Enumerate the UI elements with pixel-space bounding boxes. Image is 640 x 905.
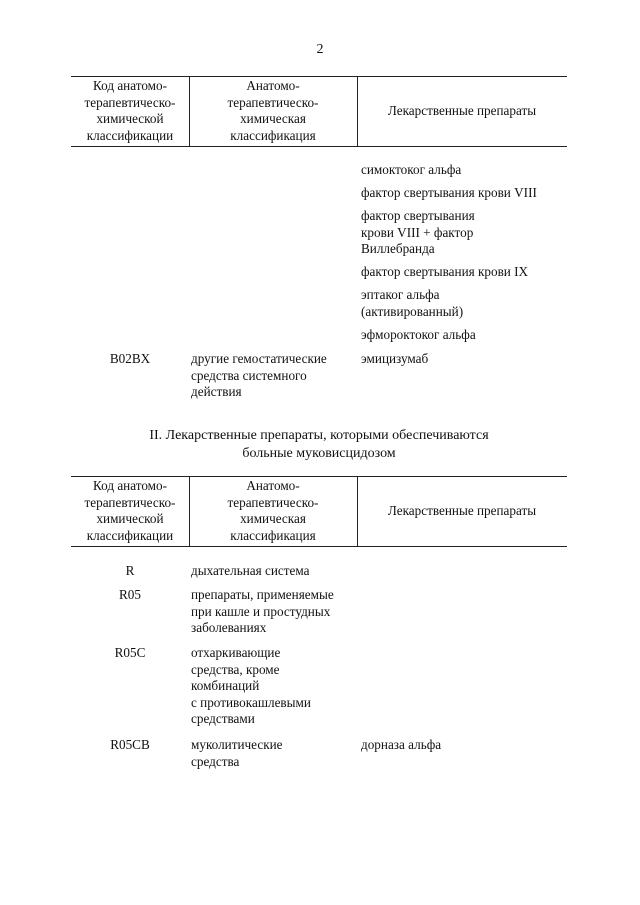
drug-name-line: крови VIII + фактор [361, 224, 474, 240]
table1-header-top-rule [71, 76, 567, 77]
header-text-line: Код анатомо- [92, 478, 168, 493]
atc-group-name [191, 563, 357, 580]
atc-name-line: средства [191, 753, 240, 769]
drug-item [361, 208, 561, 258]
header-text-line: терапевтическо- [227, 494, 319, 510]
header-text-line: химическая [240, 111, 306, 126]
atc-name-line: с противокашлевыми [191, 694, 311, 710]
atc-name-line: другие гемостатические [191, 351, 327, 366]
header-text-line: химической [96, 111, 164, 126]
atc-code: R05 [119, 587, 141, 602]
atc-name-line: комбинаций [191, 678, 260, 693]
drug-item [361, 162, 561, 179]
atc-name-line: действия [191, 384, 242, 399]
header-text-line: терапевтическо- [227, 94, 319, 110]
header-drugs-column: Лекарственные препараты [387, 503, 537, 518]
drug-name-line: эптаког альфа [361, 287, 440, 302]
drug-name-line: эфмороктоког альфа [361, 327, 476, 342]
atc-name-line: средства системного [191, 367, 307, 383]
drug-name-line: фактор свертывания крови IX [361, 264, 529, 279]
section-title-line: II. Лекарственные препараты, которыми обеспечиваются [149, 428, 489, 443]
header-text-line: терапевтическо- [84, 494, 176, 510]
atc-name-line: отхаркивающие [191, 645, 281, 660]
atc-name-line: дыхательная система [191, 563, 310, 578]
header-text-line: классификации [86, 127, 174, 143]
header-atc-column [189, 78, 357, 144]
header-code-column [71, 478, 189, 544]
header-code-column [71, 78, 189, 144]
table1-header-bottom-rule [71, 146, 567, 147]
section-title-line: больные муковисцидозом [242, 446, 396, 461]
atc-group-name [191, 737, 357, 770]
header-text-line: Код анатомо- [92, 78, 168, 93]
atc-code: R [125, 563, 135, 578]
atc-group-name [191, 351, 357, 401]
drug-name: дорназа альфа [361, 737, 442, 752]
drug-name-line: фактор свертывания крови VIII [361, 185, 537, 200]
atc-code: R05C [114, 645, 146, 660]
header-text-line: классификации [86, 527, 174, 543]
drug-item [361, 287, 561, 320]
atc-code: B02BX [109, 351, 151, 366]
header-atc-column [189, 478, 357, 544]
drug-item [361, 264, 561, 281]
atc-name-line: заболеваниях [191, 620, 267, 635]
header-text-line: химическая [240, 511, 306, 526]
page-number: 2 [316, 42, 324, 57]
drug-item [361, 327, 561, 344]
section-title [71, 427, 567, 463]
atc-name-line: муколитические [191, 737, 283, 752]
table2-header-top-rule [71, 476, 567, 477]
header-drugs-column: Лекарственные препараты [387, 103, 537, 118]
header-text-line: терапевтическо- [84, 94, 176, 110]
atc-name-line: препараты, применяемые [191, 587, 334, 602]
drug-name-line: фактор свертывания [361, 208, 475, 223]
header-text-line: химической [96, 511, 164, 526]
table2-header-bottom-rule [71, 546, 567, 547]
atc-name-line: средствами [191, 711, 255, 726]
atc-group-name [191, 587, 357, 637]
drug-name-line: Виллебранда [361, 241, 435, 256]
header-text-line: классификация [230, 127, 316, 143]
atc-code: R05CB [110, 737, 150, 752]
drug-name: эмицизумаб [361, 351, 429, 366]
atc-group-name [191, 645, 357, 728]
drug-item [361, 185, 561, 202]
header-text-line: классификация [230, 527, 316, 543]
drug-name-line: (активированный) [361, 303, 464, 319]
drug-name-line: симоктоког альфа [361, 162, 462, 177]
atc-name-line: средства, кроме [191, 661, 280, 677]
header-text-line: Анатомо- [246, 78, 300, 93]
header-text-line: Анатомо- [246, 478, 300, 493]
atc-name-line: при кашле и простудных [191, 603, 331, 619]
